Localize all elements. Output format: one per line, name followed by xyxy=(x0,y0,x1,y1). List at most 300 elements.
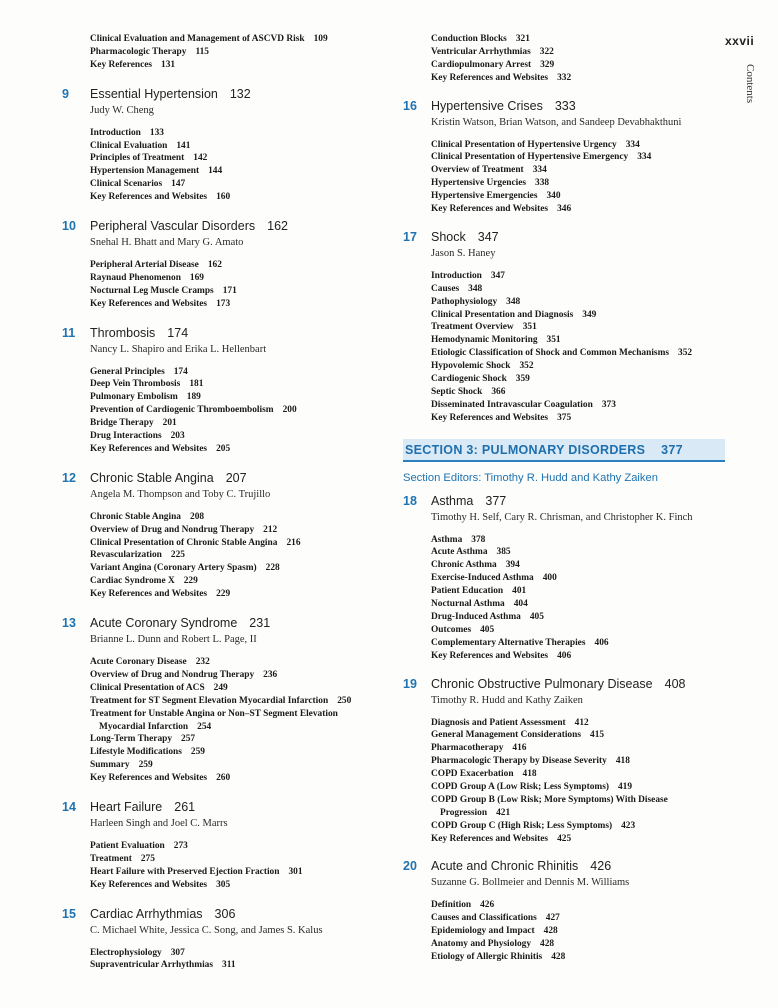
toc-entry[interactable] xyxy=(90,127,402,140)
entry-title: Pathophysiology xyxy=(431,296,498,307)
entry-page: 428 xyxy=(540,939,555,950)
entry-page: 423 xyxy=(621,820,636,831)
entry-title: Clinical Scenarios xyxy=(90,179,163,190)
entry-page: 142 xyxy=(193,153,208,164)
chapter-authors: Timothy H. Self, Cary R. Chrisman, and Christopher K. Finch xyxy=(431,511,693,523)
toc-entry[interactable] xyxy=(90,46,402,59)
entry-title: COPD Exacerbation xyxy=(431,769,514,780)
entry-page: 321 xyxy=(515,34,530,44)
toc-entry[interactable] xyxy=(90,708,402,721)
section-page: 377 xyxy=(661,442,683,457)
entry-title: Clinical Evaluation and Management of ASCVD Risk xyxy=(90,34,305,44)
toc-entry[interactable] xyxy=(90,656,402,669)
chapter-heading[interactable] xyxy=(403,99,725,116)
entry-title: Key References and Websites xyxy=(90,773,208,784)
entry-title: Heart Failure with Preserved Ejection Fraction xyxy=(90,866,280,877)
toc-entry[interactable] xyxy=(90,879,402,892)
right-column-top xyxy=(403,33,725,425)
toc-entry[interactable] xyxy=(431,820,725,833)
entry-title: Pharmacologic Therapy by Disease Severity xyxy=(431,756,607,767)
toc-entry[interactable] xyxy=(431,781,725,794)
toc-entry[interactable] xyxy=(90,746,402,759)
entry-title: Cardiac Syndrome X xyxy=(90,576,175,587)
chapter-heading[interactable] xyxy=(403,230,725,247)
entry-title: Key References and Websites xyxy=(431,204,549,215)
entry-page: 250 xyxy=(337,695,352,706)
entry-page: 418 xyxy=(522,769,537,780)
chapter-title: Hypertensive Crises xyxy=(431,98,543,113)
toc-entry[interactable] xyxy=(431,611,725,624)
section-list xyxy=(90,33,402,72)
entry-title: Deep Vein Thrombosis xyxy=(90,379,181,390)
toc-entry[interactable] xyxy=(431,46,725,59)
chapter-heading[interactable] xyxy=(62,800,402,817)
entry-title: Key References and Websites xyxy=(90,298,208,309)
toc-entry[interactable] xyxy=(431,938,725,951)
entry-title: Drug-Induced Asthma xyxy=(431,611,521,622)
entry-title: Introduction xyxy=(90,127,141,138)
chapter-heading[interactable] xyxy=(62,907,402,924)
entry-page: 205 xyxy=(216,443,231,454)
toc-entry[interactable] xyxy=(431,755,725,768)
entry-page: 133 xyxy=(149,127,164,138)
chapter-authors: Brianne L. Dunn and Robert L. Page, II xyxy=(90,634,257,646)
entry-title: Clinical Presentation of Hypertensive Emergency xyxy=(431,152,629,163)
chapter-continuation xyxy=(62,33,402,72)
entry-page: 181 xyxy=(189,379,204,390)
entry-title: Epidemiology and Impact xyxy=(431,926,535,937)
entry-page: 428 xyxy=(551,951,566,962)
chapter-15 xyxy=(62,907,402,973)
entry-page: 373 xyxy=(601,399,616,410)
entry-page: 404 xyxy=(513,599,528,610)
entry-title: Pharmacologic Therapy xyxy=(90,46,187,57)
toc-entry[interactable] xyxy=(431,309,725,322)
entry-title: Bridge Therapy xyxy=(90,418,154,429)
entry-page: 216 xyxy=(286,537,301,548)
chapter-20 xyxy=(403,859,725,963)
toc-entry[interactable] xyxy=(431,729,725,742)
toc-entry[interactable] xyxy=(431,360,725,373)
entry-title: Chronic Asthma xyxy=(431,560,497,571)
entry-page: 428 xyxy=(543,926,558,937)
chapter-title: Essential Hypertension xyxy=(90,86,218,101)
entry-title: Clinical Presentation of Hypertensive Urgency xyxy=(431,139,617,150)
chapter-page: 231 xyxy=(249,616,271,631)
entry-page: 352 xyxy=(519,361,534,372)
toc-entry[interactable] xyxy=(90,537,402,550)
toc-entry[interactable] xyxy=(431,296,725,309)
toc-entry[interactable] xyxy=(90,682,402,695)
entry-page: 201 xyxy=(162,418,177,429)
entry-title: Outcomes xyxy=(431,624,472,635)
chapter-number: 10 xyxy=(62,219,76,234)
toc-entry[interactable] xyxy=(90,298,402,311)
chapter-11 xyxy=(62,326,402,456)
right-column xyxy=(403,33,725,964)
section-list xyxy=(431,270,725,425)
entry-title: Key References and Websites xyxy=(90,443,208,454)
toc-entry[interactable] xyxy=(431,559,725,572)
entry-title: Hypertension Management xyxy=(90,166,200,177)
toc-entry[interactable] xyxy=(431,270,725,283)
entry-title: Hemodynamic Monitoring xyxy=(431,335,538,346)
chapter-14 xyxy=(62,800,402,892)
toc-entry[interactable] xyxy=(431,399,725,412)
toc-entry[interactable] xyxy=(90,33,402,46)
entry-title: Long-Term Therapy xyxy=(90,734,173,745)
section-list xyxy=(431,899,725,963)
entry-page: 421 xyxy=(496,807,511,818)
toc-entry[interactable] xyxy=(90,511,402,524)
entry-title: Patient Education xyxy=(431,586,504,597)
toc-entry[interactable] xyxy=(431,72,725,85)
section-heading[interactable] xyxy=(403,439,725,462)
chapter-heading[interactable] xyxy=(62,326,402,343)
entry-title: Pulmonary Embolism xyxy=(90,392,178,403)
toc-entry[interactable] xyxy=(431,177,725,190)
entry-page: 419 xyxy=(617,781,633,792)
entry-title: Overview of Drug and Nondrug Therapy xyxy=(90,524,255,535)
entry-page: 340 xyxy=(546,191,561,202)
chapter-10 xyxy=(62,219,402,311)
entry-page: 249 xyxy=(213,682,228,693)
toc-entry[interactable] xyxy=(90,588,402,601)
entry-page: 225 xyxy=(170,550,185,561)
chapter-19 xyxy=(403,677,725,846)
entry-title: Treatment Overview xyxy=(431,322,514,333)
entry-page: 349 xyxy=(582,309,597,320)
chapter-heading[interactable] xyxy=(403,859,725,876)
chapter-page: 261 xyxy=(174,799,196,814)
entry-title: Acute Asthma xyxy=(431,547,488,558)
chapter-heading[interactable] xyxy=(62,471,402,488)
chapter-authors: Judy W. Cheng xyxy=(90,104,154,116)
entry-page: 348 xyxy=(506,296,521,307)
entry-page: 275 xyxy=(140,853,155,864)
section-list xyxy=(431,534,725,663)
toc-entry[interactable] xyxy=(431,321,725,334)
toc-entry[interactable] xyxy=(90,430,402,443)
toc-entry[interactable] xyxy=(431,33,725,46)
entry-page: 415 xyxy=(590,730,605,741)
toc-entry[interactable] xyxy=(90,272,402,285)
toc-entry[interactable] xyxy=(431,717,725,730)
chapter-number: 16 xyxy=(403,98,417,113)
chapter-authors: Nancy L. Shapiro and Erika L. Hellenbart xyxy=(90,343,267,355)
toc-entry[interactable] xyxy=(431,190,725,203)
chapter-page: 377 xyxy=(485,493,507,508)
chapter-18 xyxy=(403,494,725,663)
entry-page: 351 xyxy=(522,322,537,333)
entry-page: 418 xyxy=(615,756,630,767)
entry-title: Raynaud Phenomenon xyxy=(90,272,181,283)
chapter-title: Acute and Chronic Rhinitis xyxy=(431,859,579,874)
toc-entry[interactable] xyxy=(431,794,725,807)
chapter-page: 174 xyxy=(167,325,189,340)
toc-entry[interactable] xyxy=(90,366,402,379)
toc-entry[interactable] xyxy=(90,721,402,734)
entry-title: Complementary Alternative Therapies xyxy=(431,637,586,648)
section-label: SECTION 3: PULMONARY DISORDERS xyxy=(405,442,646,457)
toc-entry[interactable] xyxy=(90,562,402,575)
entry-title: Key References and Websites xyxy=(431,72,549,83)
entry-title: Overview of Drug and Nondrug Therapy xyxy=(90,669,255,680)
section-list xyxy=(90,259,402,311)
entry-title: Clinical Presentation of ACS xyxy=(90,682,205,693)
entry-title: Clinical Evaluation xyxy=(90,140,168,151)
toc-entry[interactable] xyxy=(90,695,402,708)
toc-entry[interactable] xyxy=(90,140,402,153)
entry-title: Hypertensive Urgencies xyxy=(431,178,527,189)
toc-entry[interactable] xyxy=(431,951,725,964)
entry-title: Septic Shock xyxy=(431,386,483,397)
entry-title: Treatment for Unstable Angina or Non–ST Segment Elevation xyxy=(90,708,338,719)
entry-title: Revascularization xyxy=(90,550,162,561)
toc-entry[interactable] xyxy=(90,59,402,72)
toc-entry[interactable] xyxy=(431,925,725,938)
chapter-page: 306 xyxy=(214,906,236,921)
toc-entry[interactable] xyxy=(90,259,402,272)
entry-title: Etiology of Allergic Rhinitis xyxy=(431,951,543,962)
toc-entry[interactable] xyxy=(431,912,725,925)
toc-entry[interactable] xyxy=(90,959,402,972)
toc-entry[interactable] xyxy=(431,585,725,598)
toc-entry[interactable] xyxy=(431,164,725,177)
entry-title: COPD Group B (Low Risk; More Symptoms) With Disease xyxy=(431,794,668,805)
toc-entry[interactable] xyxy=(90,772,402,785)
left-column xyxy=(62,33,402,972)
toc-entry[interactable] xyxy=(431,334,725,347)
section-list xyxy=(431,717,725,846)
entry-page: 385 xyxy=(496,547,511,558)
entry-page: 400 xyxy=(542,573,557,584)
toc-entry[interactable] xyxy=(431,598,725,611)
toc-entry[interactable] xyxy=(431,283,725,296)
entry-page: 171 xyxy=(222,285,237,296)
toc-entry[interactable] xyxy=(90,853,402,866)
toc-entry[interactable] xyxy=(431,59,725,72)
entry-title: Treatment xyxy=(90,853,132,864)
entry-title: Key References and Websites xyxy=(431,650,549,661)
entry-page: 307 xyxy=(170,947,185,958)
toc-entry[interactable] xyxy=(90,165,402,178)
entry-title: Anatomy and Physiology xyxy=(431,939,532,950)
toc-entry[interactable] xyxy=(90,152,402,165)
entry-title: General Management Considerations xyxy=(431,730,581,741)
entry-page: 347 xyxy=(490,270,505,281)
entry-page: 174 xyxy=(173,366,188,377)
entry-page: 406 xyxy=(594,637,609,648)
toc-entry[interactable] xyxy=(90,866,402,879)
entry-title: Causes xyxy=(431,283,460,294)
entry-title: Drug Interactions xyxy=(90,431,162,442)
entry-page: 416 xyxy=(512,743,527,754)
toc-entry[interactable] xyxy=(90,178,402,191)
entry-page: 173 xyxy=(216,298,231,309)
entry-title: Hypovolemic Shock xyxy=(431,361,511,372)
entry-title: Key References and Websites xyxy=(431,412,549,423)
entry-title: Peripheral Arterial Disease xyxy=(90,260,199,271)
chapter-16 xyxy=(403,99,725,216)
toc-entry[interactable] xyxy=(90,524,402,537)
toc-entry[interactable] xyxy=(90,549,402,562)
chapter-heading[interactable] xyxy=(62,87,402,104)
chapter-authors: Kristin Watson, Brian Watson, and Sandeep Devabhakthuni xyxy=(431,116,682,128)
entry-page: 375 xyxy=(557,412,572,423)
entry-title: COPD Group A (Low Risk; Less Symptoms) xyxy=(431,781,609,792)
chapter-authors: Harleen Singh and Joel C. Marrs xyxy=(90,817,228,829)
toc-entry[interactable] xyxy=(431,899,725,912)
entry-page: 115 xyxy=(195,46,209,57)
chapter-heading[interactable] xyxy=(62,616,402,633)
toc-entry[interactable] xyxy=(431,546,725,559)
toc-entry[interactable] xyxy=(431,412,725,425)
toc-entry[interactable] xyxy=(90,378,402,391)
entry-title: Cardiogenic Shock xyxy=(431,374,507,385)
toc-entry[interactable] xyxy=(431,650,725,663)
chapter-13 xyxy=(62,616,402,785)
chapter-12 xyxy=(62,471,402,601)
entry-title: Etiologic Classification of Shock and Common Mechanisms xyxy=(431,348,670,359)
entry-page: 332 xyxy=(557,72,572,83)
entry-page: 232 xyxy=(195,657,210,668)
entry-title: Variant Angina (Coronary Artery Spasm) xyxy=(90,563,257,574)
toc-entry[interactable] xyxy=(431,347,725,360)
toc-entry[interactable] xyxy=(431,139,725,152)
entry-title: Patient Evaluation xyxy=(90,840,165,851)
entry-title: Key References and Websites xyxy=(90,589,208,600)
toc-entry[interactable] xyxy=(431,151,725,164)
toc-entry[interactable] xyxy=(431,637,725,650)
page-number: xxvii xyxy=(725,34,755,48)
toc-entry[interactable] xyxy=(431,203,725,216)
chapter-number: 11 xyxy=(62,325,76,340)
toc-entry[interactable] xyxy=(431,572,725,585)
entry-title: Clinical Presentation and Diagnosis xyxy=(431,309,574,320)
entry-title: Hypertensive Emergencies xyxy=(431,191,538,202)
entry-page: 229 xyxy=(216,589,231,600)
toc-entry[interactable] xyxy=(431,534,725,547)
chapter-page: 408 xyxy=(664,676,686,691)
entry-page: 254 xyxy=(197,721,212,732)
entry-page: 144 xyxy=(208,166,223,177)
entry-page: 212 xyxy=(263,524,278,535)
toc-entry[interactable] xyxy=(90,759,402,772)
section-block xyxy=(403,439,725,484)
toc-entry[interactable] xyxy=(431,373,725,386)
entry-page: 311 xyxy=(222,960,236,971)
chapter-number: 19 xyxy=(403,676,417,691)
chapter-number: 13 xyxy=(62,616,76,631)
entry-title: Pharmacotherapy xyxy=(431,743,504,754)
toc-entry[interactable] xyxy=(431,768,725,781)
chapter-page: 347 xyxy=(477,229,499,244)
entry-title: Definition xyxy=(431,900,472,911)
chapter-authors: Suzanne G. Bollmeier and Dennis M. Williams xyxy=(431,877,630,889)
toc-entry[interactable] xyxy=(90,404,402,417)
section-list xyxy=(90,511,402,601)
toc-entry[interactable] xyxy=(90,669,402,682)
chapter-number: 18 xyxy=(403,493,417,508)
toc-entry[interactable] xyxy=(90,733,402,746)
entry-page: 228 xyxy=(265,563,280,574)
toc-entry[interactable] xyxy=(431,807,725,820)
toc-entry[interactable] xyxy=(431,742,725,755)
right-column-bottom xyxy=(403,494,725,964)
toc-entry[interactable] xyxy=(90,575,402,588)
chapter-number: 15 xyxy=(62,906,76,921)
toc-entry[interactable] xyxy=(90,443,402,456)
entry-title: Key References and Websites xyxy=(90,192,208,203)
toc-entry[interactable] xyxy=(90,947,402,960)
entry-page: 169 xyxy=(189,272,204,283)
chapter-heading[interactable] xyxy=(403,494,725,511)
entry-title: Ventricular Arrhythmias xyxy=(431,46,531,57)
entry-title: Clinical Presentation of Chronic Stable Angina xyxy=(90,537,278,548)
entry-page: 405 xyxy=(529,611,544,622)
entry-page: 305 xyxy=(216,879,231,890)
entry-page: 329 xyxy=(540,59,555,70)
toc-entry[interactable] xyxy=(431,833,725,846)
entry-title: Progression xyxy=(440,807,488,818)
entry-page: 378 xyxy=(471,534,486,545)
entry-page: 412 xyxy=(574,717,589,728)
toc-entry[interactable] xyxy=(90,840,402,853)
entry-page: 160 xyxy=(216,192,231,203)
chapter-page: 207 xyxy=(225,470,247,485)
entry-page: 427 xyxy=(545,913,560,924)
entry-page: 346 xyxy=(557,204,572,215)
entry-title: Supraventricular Arrhythmias xyxy=(90,960,214,971)
chapter-title: Cardiac Arrhythmias xyxy=(90,906,203,921)
toc-entry[interactable] xyxy=(90,285,402,298)
chapter-heading[interactable] xyxy=(62,219,402,236)
entry-page: 229 xyxy=(183,576,198,587)
entry-page: 260 xyxy=(216,773,231,784)
chapter-title: Chronic Obstructive Pulmonary Disease xyxy=(431,676,653,691)
toc-entry[interactable] xyxy=(90,391,402,404)
chapter-heading[interactable] xyxy=(403,677,725,694)
entry-title: Key References xyxy=(90,59,153,70)
entry-title: Key References and Websites xyxy=(431,833,549,844)
chapter-title: Asthma xyxy=(431,493,474,508)
chapter-number: 12 xyxy=(62,470,76,485)
entry-page: 394 xyxy=(505,560,520,571)
section-list xyxy=(431,139,725,216)
chapter-authors: Jason S. Haney xyxy=(431,247,496,259)
toc-entry[interactable] xyxy=(90,417,402,430)
toc-entry[interactable] xyxy=(431,386,725,399)
chapter-number: 14 xyxy=(62,799,76,814)
entry-page: 322 xyxy=(539,46,554,57)
chapter-page: 333 xyxy=(554,98,576,113)
entry-page: 352 xyxy=(678,348,693,359)
toc-entry[interactable] xyxy=(90,191,402,204)
chapter-17 xyxy=(403,230,725,425)
chapter-9 xyxy=(62,87,402,204)
entry-page: 405 xyxy=(480,624,495,635)
chapter-page: 426 xyxy=(590,859,612,874)
chapter-title: Peripheral Vascular Disorders xyxy=(90,219,256,234)
chapter-authors: Timothy R. Hudd and Kathy Zaiken xyxy=(431,694,583,706)
chapter-title: Heart Failure xyxy=(90,799,163,814)
entry-title: Disseminated Intravascular Coagulation xyxy=(431,399,593,410)
chapter-authors: C. Michael White, Jessica C. Song, and James S. Kalus xyxy=(90,924,323,936)
toc-entry[interactable] xyxy=(431,624,725,637)
chapter-number: 20 xyxy=(403,859,417,874)
entry-title: COPD Group C (High Risk; Less Symptoms) xyxy=(431,820,613,831)
